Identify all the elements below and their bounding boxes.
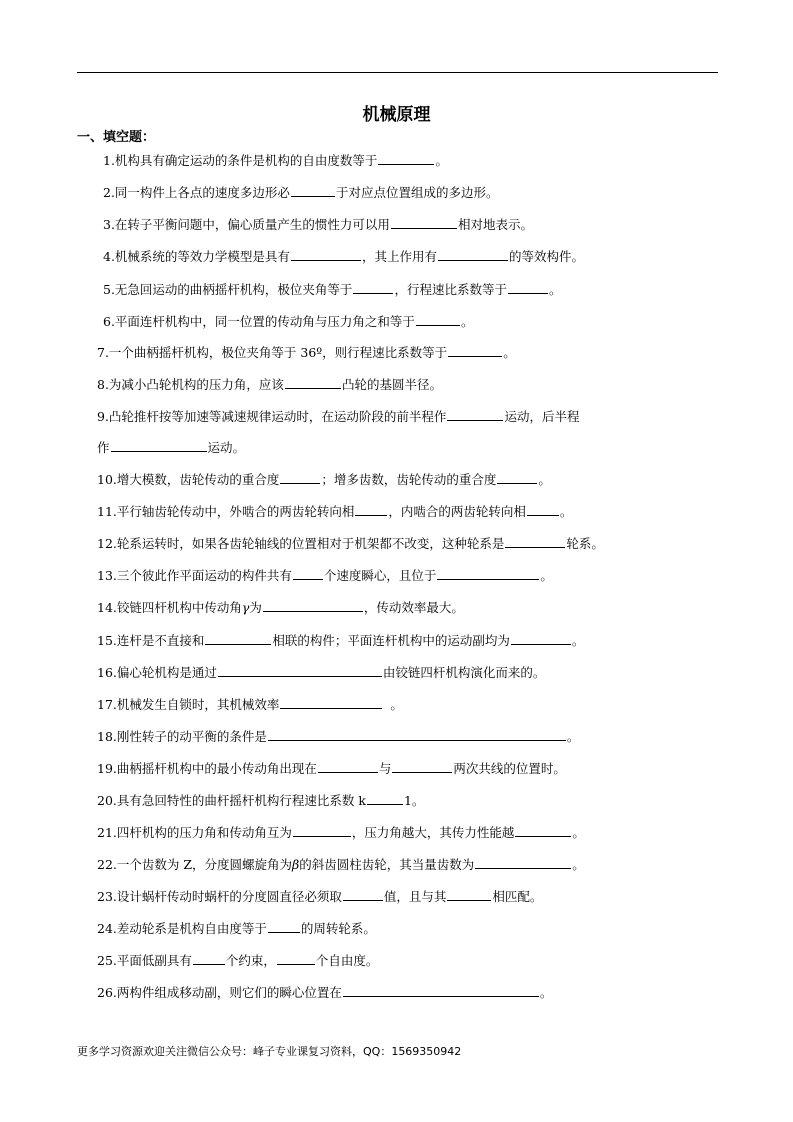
question-9: 9.凸轮推杆按等加速等减速规律运动时，在运动阶段的前半程作 运动，后半程 <box>97 409 580 424</box>
question-13: 13.三个彼此作平面运动的构件共有 个速度瞬心，且位于 。 <box>97 568 553 583</box>
answer-blank[interactable] <box>193 952 225 965</box>
answer-blank[interactable] <box>508 281 548 294</box>
answer-blank[interactable] <box>527 503 559 516</box>
answer-blank[interactable] <box>505 535 565 548</box>
answer-blank[interactable] <box>447 408 503 421</box>
answer-blank[interactable] <box>447 888 491 901</box>
answer-blank[interactable] <box>416 313 460 326</box>
footer-note: 更多学习资源欢迎关注微信公众号：峰子专业课复习资料，QQ：1569350942 <box>77 1045 462 1058</box>
question-14: 14.铰链四杆机构中传动角γ为 ，传动效率最大。 <box>97 600 464 615</box>
section-heading: 一、填空题： <box>77 130 156 145</box>
answer-blank[interactable] <box>448 344 502 357</box>
answer-blank[interactable] <box>268 920 300 933</box>
question-8: 8.为减小凸轮机构的压力角，应该 凸轮的基圆半径。 <box>97 377 442 392</box>
answer-blank[interactable] <box>263 599 363 612</box>
page-title: 机械原理 <box>362 105 431 125</box>
question-19: 19.曲柄摇杆机构中的最小传动角出现在 与 两次共线的位置时。 <box>97 761 566 776</box>
answer-blank[interactable] <box>511 632 571 645</box>
answer-blank[interactable] <box>318 760 378 773</box>
answer-blank[interactable] <box>291 248 361 261</box>
question-9-continued: 作 运动。 <box>97 440 246 455</box>
question-16: 16.偏心轮机构是通过 由铰链四杆机构演化而来的。 <box>97 665 546 680</box>
question-6: 6.平面连杆机构中，同一位置的传动角与压力角之和等于 。 <box>103 314 474 329</box>
question-24: 24.差动轮系是机构自由度等于 的周转轮系。 <box>97 921 376 936</box>
question-20: 20.具有急回特性的曲杆摇杆机构行程速比系数 k 1。 <box>97 793 425 808</box>
question-11: 11.平行轴齿轮传动中，外啮合的两齿轮转向相 ，内啮合的两齿轮转向相 。 <box>97 504 573 519</box>
header-rule <box>77 72 718 73</box>
answer-blank[interactable] <box>280 696 382 709</box>
question-26: 26.两构件组成移动副，则它们的瞬心位置在 。 <box>97 985 553 1000</box>
question-17: 17.机械发生自锁时，其机械效率 。 <box>97 697 403 712</box>
answer-blank[interactable] <box>391 216 457 229</box>
question-18: 18.刚性转子的动平衡的条件是 。 <box>97 729 580 744</box>
question-25: 25.平面低副具有 个约束， 个自由度。 <box>97 953 379 968</box>
answer-blank[interactable] <box>378 152 434 165</box>
question-2: 2.同一构件上各点的速度多边形必 于对应点位置组成的多边形。 <box>103 185 499 200</box>
answer-blank[interactable] <box>293 824 351 837</box>
answer-blank[interactable] <box>293 567 323 580</box>
question-22: 22.一个齿数为 Z，分度圆螺旋角为β的斜齿圆柱齿轮，其当量齿数为 。 <box>97 857 585 872</box>
question-4: 4.机械系统的等效力学模型是具有 ，其上作用有 的等效构件。 <box>103 249 584 264</box>
answer-blank[interactable] <box>277 952 315 965</box>
question-21: 21.四杆机构的压力角和传动角互为 ，压力角越大，其传力性能越 。 <box>97 825 585 840</box>
answer-blank[interactable] <box>355 503 387 516</box>
question-5: 5.无急回运动的曲柄摇杆机构，极位夹角等于 ，行程速比系数等于 。 <box>103 282 562 297</box>
answer-blank[interactable] <box>475 856 571 869</box>
question-12: 12.轮系运转时，如果各齿轮轴线的位置相对于机架都不改变，这种轮系是 轮系。 <box>97 536 604 551</box>
answer-blank[interactable] <box>343 888 383 901</box>
answer-blank[interactable] <box>205 632 271 645</box>
question-1: 1.机构具有确定运动的条件是机构的自由度数等于 。 <box>103 153 448 168</box>
question-23: 23.设计蜗杆传动时蜗杆的分度圆直径必须取 值，且与其 相匹配。 <box>97 889 543 904</box>
answer-blank[interactable] <box>280 471 320 484</box>
answer-blank[interactable] <box>367 792 403 805</box>
answer-blank[interactable] <box>515 824 571 837</box>
answer-blank[interactable] <box>438 248 508 261</box>
question-15: 15.连杆是不直接和 相联的构件；平面连杆机构中的运动副均为 。 <box>97 633 585 648</box>
answer-blank[interactable] <box>497 471 537 484</box>
answer-blank[interactable] <box>218 664 382 677</box>
answer-blank[interactable] <box>111 439 207 452</box>
question-3: 3.在转子平衡问题中，偏心质量产生的惯性力可以用 相对地表示。 <box>103 217 533 232</box>
answer-blank[interactable] <box>268 728 566 741</box>
answer-blank[interactable] <box>353 281 393 294</box>
question-7: 7.一个曲柄摇杆机构，极位夹角等于 36º，则行程速比系数等于 。 <box>97 345 516 360</box>
answer-blank[interactable] <box>437 567 539 580</box>
answer-blank[interactable] <box>285 376 341 389</box>
question-10: 10.增大模数，齿轮传动的重合度 ；增多齿数，齿轮传动的重合度 。 <box>97 472 551 487</box>
answer-blank[interactable] <box>343 984 539 997</box>
answer-blank[interactable] <box>392 760 452 773</box>
answer-blank[interactable] <box>291 184 335 197</box>
